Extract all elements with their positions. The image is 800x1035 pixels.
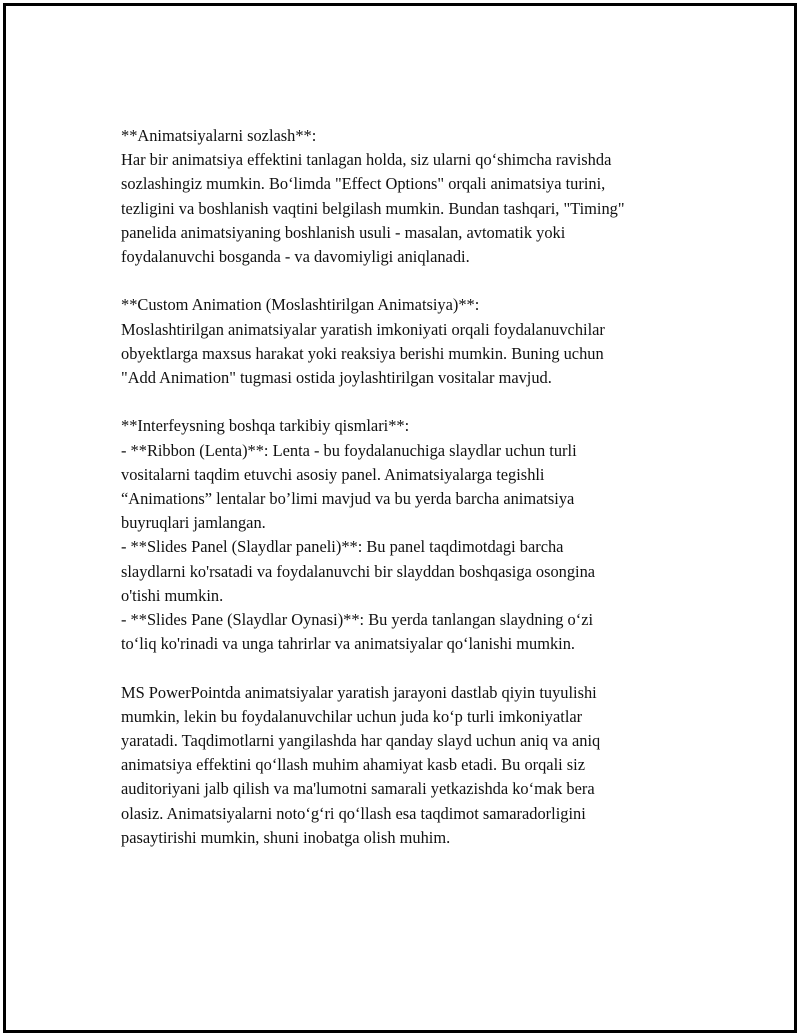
- text-line: panelida animatsiyaning boshlanish usuli - masalan, avtomatik yoki: [121, 222, 566, 242]
- text-line: Moslashtirilgan animatsiyalar yaratish imkoniyati orqali foydalanuvchilar: [121, 319, 605, 339]
- text-line: Har bir animatsiya effektini tanlagan holda, siz ularni qo‘shimcha ravishda: [121, 150, 612, 170]
- text-line: buyruqlari jamlangan.: [121, 513, 266, 533]
- paragraph-custom-animation: [121, 293, 721, 390]
- paragraph-spacer: [121, 656, 721, 680]
- section-heading: **Custom Animation (Moslashtirilgan Animatsiya)**:: [121, 295, 480, 315]
- text-line: foydalanuvchi bosganda - va davomiyligi aniqlanadi.: [121, 247, 470, 267]
- section-heading: **Interfeysning boshqa tarkibiy qismlari**:: [121, 416, 410, 436]
- text-line: animatsiya effektini qo‘llash muhim ahamiyat kasb etadi. Bu orqali siz: [121, 755, 585, 775]
- text-line: “Animations” lentalar bo’limi mavjud va bu yerda barcha animatsiya: [121, 489, 575, 509]
- paragraph-conclusion: [121, 681, 721, 850]
- text-line: "Add Animation" tugmasi ostida joylashtirilgan vositalar mavjud.: [121, 368, 552, 388]
- page-frame: [3, 3, 797, 1033]
- text-line: sozlashingiz mumkin. Bo‘limda "Effect Options" orqali animatsiya turini,: [121, 174, 606, 194]
- text-line: to‘liq ko'rinadi va unga tahrirlar va animatsiyalar qo‘lanishi mumkin.: [121, 634, 576, 654]
- text-line: - **Ribbon (Lenta)**: Lenta - bu foydalanuchiga slaydlar uchun turli: [121, 440, 577, 460]
- text-line: olasiz. Animatsiyalarni noto‘g‘ri qo‘llash esa taqdimot samaradorligini: [121, 803, 586, 823]
- text-line: MS PowerPointda animatsiyalar yaratish jarayoni dastlab qiyin tuyulishi: [121, 682, 597, 702]
- paragraph-spacer: [121, 269, 721, 293]
- document-body: [121, 124, 721, 850]
- text-line: vositalarni taqdim etuvchi asosiy panel. Animatsiyalarga tegishli: [121, 464, 545, 484]
- paragraph-animation-settings: [121, 124, 721, 269]
- text-line: obyektlarga maxsus harakat yoki reaksiya berishi mumkin. Buning uchun: [121, 343, 604, 363]
- paragraph-spacer: [121, 390, 721, 414]
- text-line: - **Slides Panel (Slaydlar paneli)**: Bu panel taqdimotdagi barcha: [121, 537, 564, 557]
- text-line: tezligini va boshlanish vaqtini belgilash mumkin. Bundan tashqari, "Timing": [121, 198, 625, 218]
- paragraph-interface-parts: [121, 414, 721, 656]
- section-heading: **Animatsiyalarni sozlash**:: [121, 126, 317, 145]
- text-line: auditoriyani jalb qilish va ma'lumotni samarali yetkazishda ko‘mak bera: [121, 779, 595, 799]
- text-line: slaydlarni ko'rsatadi va foydalanuvchi bir slayddan boshqasiga osongina: [121, 561, 596, 581]
- text-line: yaratadi. Taqdimotlarni yangilashda har qanday slayd uchun aniq va aniq: [121, 731, 601, 751]
- text-line: o'tishi mumkin.: [121, 585, 224, 605]
- text-line: mumkin, lekin bu foydalanuvchilar uchun juda ko‘p turli imkoniyatlar: [121, 706, 583, 726]
- text-line: - **Slides Pane (Slaydlar Oynasi)**: Bu yerda tanlangan slaydning o‘zi: [121, 610, 594, 630]
- text-line: pasaytirishi mumkin, shuni inobatga olish muhim.: [121, 827, 451, 847]
